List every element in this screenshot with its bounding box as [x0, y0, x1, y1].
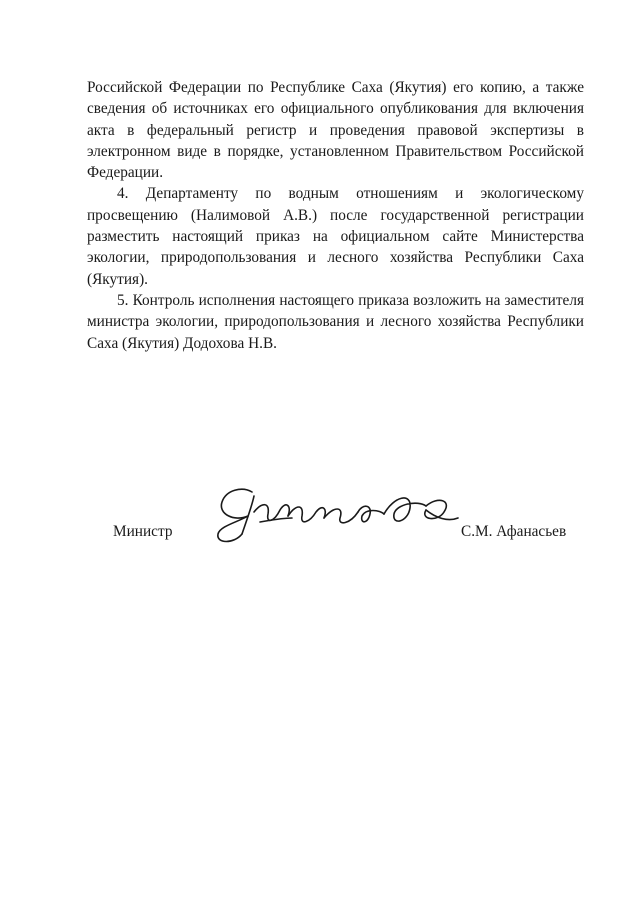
handwritten-signature — [212, 482, 462, 552]
signatory-name: С.М. Афанасьев — [461, 523, 567, 540]
paragraph-item-5: 5. Контроль исполнения настоящего приказа возложить на заместителя министра экологии, природопользования и лесного хозяйства Республики Саха (Якутия) Додохова Н.В. — [87, 291, 584, 352]
document-body — [87, 77, 584, 354]
paragraph-item-4: 4. Департаменту по водным отношениям и экологическому просвещению (Налимовой А.В.) после государственной регистрации разместить настоящий приказ на официальном сайте Министерства экологии, природопользования и лесного хозяйства Республики Саха (Якутия). — [87, 185, 584, 288]
signatory-title: Министр — [113, 523, 173, 540]
paragraph-continuation: Российской Федерации по Республике Саха (Якутия) его копию, а также сведения об источниках его официального опубликования для включения акта в федеральный регистр и проведения правовой экспертизы в электронном виде в порядке, установленном Правительством Российской Федерации. — [87, 79, 584, 182]
